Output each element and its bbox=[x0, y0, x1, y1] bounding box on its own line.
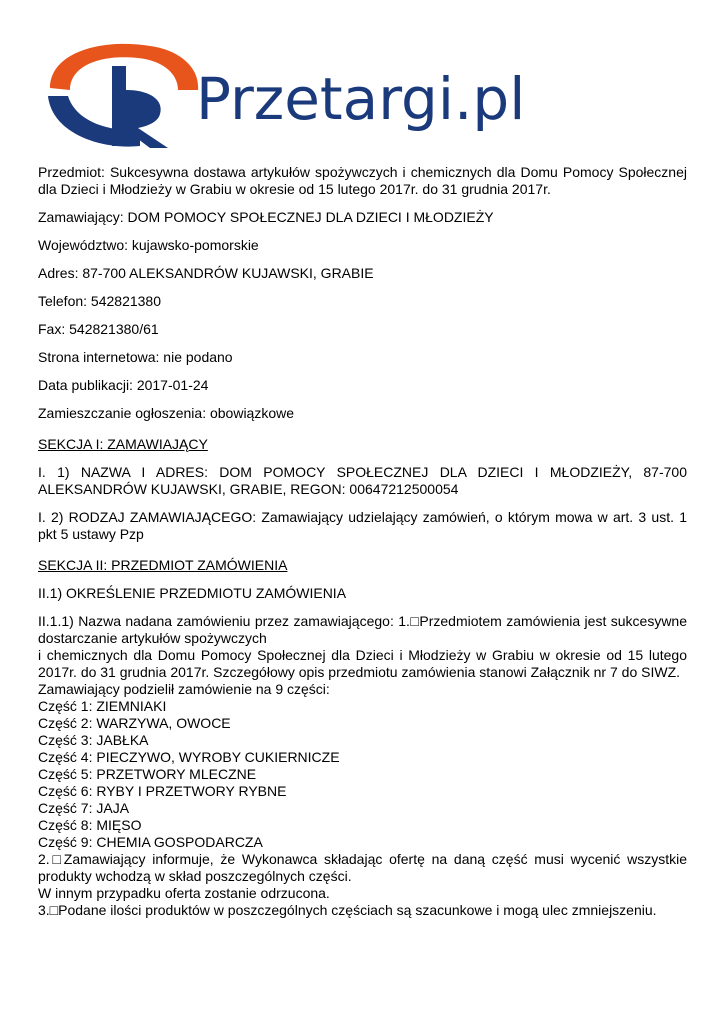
strona-internetowa: Strona internetowa: nie podano bbox=[38, 349, 233, 365]
czesc-item: Część 4: PIECZYWO, WYROBY CUKIERNICZE bbox=[38, 749, 340, 765]
sekcja-2-pkt2b: W innym przypadku oferta zostanie odrzucona. bbox=[38, 885, 330, 901]
sekcja-1-p2: I. 2) RODZAJ ZAMAWIAJĄCEGO: Zamawiający udzielający zamówień, o którym mowa w art. 3 ust. 1 pkt 5 ustawy Pzp bbox=[38, 509, 687, 542]
sekcja-2-subtitle: II.1) OKREŚLENIE PRZEDMIOTU ZAMÓWIENIA bbox=[38, 585, 347, 601]
sekcja-2-podzial: Zamawiający podzielił zamówienie na 9 części: bbox=[38, 681, 330, 697]
czesc-item: Część 7: JAJA bbox=[38, 800, 130, 816]
sekcja-2-title: SEKCJA II: PRZEDMIOT ZAMÓWIENIA bbox=[38, 557, 288, 573]
document-body bbox=[38, 164, 687, 919]
data-publikacji: Data publikacji: 2017-01-24 bbox=[38, 377, 209, 393]
czesc-item: Część 6: RYBY I PRZETWORY RYBNE bbox=[38, 783, 287, 799]
czesc-item: Część 9: CHEMIA GOSPODARCZA bbox=[38, 834, 263, 850]
sekcja-2-pkt2: 2.□Zamawiający informuje, że Wykonawca składając ofertę na daną część musi wycenić wszystkie produkty wchodzą w skład poszczególnych części. bbox=[38, 851, 687, 884]
sekcja-2-intro2: i chemicznych dla Domu Pomocy Społecznej dla Dzieci i Młodzieży w Grabiu w okresie od 15 lutego 2017r. do 31 grudnia 2017r. Szczegółowy opis przedmiotu zamówienia stanowi Załącznik nr 7 do SIWZ. bbox=[38, 647, 687, 680]
zamieszczanie: Zamieszczanie ogłoszenia: obowiązkowe bbox=[38, 405, 295, 421]
telefon: Telefon: 542821380 bbox=[38, 293, 161, 309]
czesc-item: Część 3: JABŁKA bbox=[38, 732, 149, 748]
zamawiajacy: Zamawiający: DOM POMOCY SPOŁECZNEJ DLA DZIECI I MŁODZIEŻY bbox=[38, 209, 494, 225]
czesc-item: Część 5: PRZETWORY MLECZNE bbox=[38, 766, 257, 782]
logo-text: Przetargi.pl bbox=[196, 65, 526, 133]
czesc-item: Część 2: WARZYWA, OWOCE bbox=[38, 715, 231, 731]
sekcja-1-title: SEKCJA I: ZAMAWIAJĄCY bbox=[38, 436, 208, 452]
czesc-item: Część 1: ZIEMNIAKI bbox=[38, 698, 167, 714]
sekcja-2-intro1: II.1.1) Nazwa nadana zamówieniu przez zamawiającego: 1.□Przedmiotem zamówienia jest sukcesywne dostarczanie artykułów spożywczych bbox=[38, 613, 687, 646]
fax: Fax: 542821380/61 bbox=[38, 321, 159, 337]
sekcja-2-pkt3: 3.□Podane ilości produktów w poszczególnych częściach są szacunkowe i mogą ulec zmniejszeniu. bbox=[38, 902, 657, 918]
adres: Adres: 87-700 ALEKSANDRÓW KUJAWSKI, GRABIE bbox=[38, 265, 374, 281]
sekcja-1-p1: I. 1) NAZWA I ADRES: DOM POMOCY SPOŁECZNEJ DLA DZIECI I MŁODZIEŻY, 87-700 ALEKSANDRÓW KUJAWSKI, GRABIE, REGON: 00647212500054 bbox=[38, 464, 687, 497]
przedmiot: Przedmiot: Sukcesywna dostawa artykułów spożywczych i chemicznych dla Domu Pomocy Społecznej dla Dzieci i Młodzieży w Grabiu w okresie od 15 lutego 2017r. do 31 grudnia 2017r. bbox=[38, 164, 687, 197]
czesc-item: Część 8: MIĘSO bbox=[38, 817, 142, 833]
wojewodztwo: Województwo: kujawsko-pomorskie bbox=[38, 237, 259, 253]
